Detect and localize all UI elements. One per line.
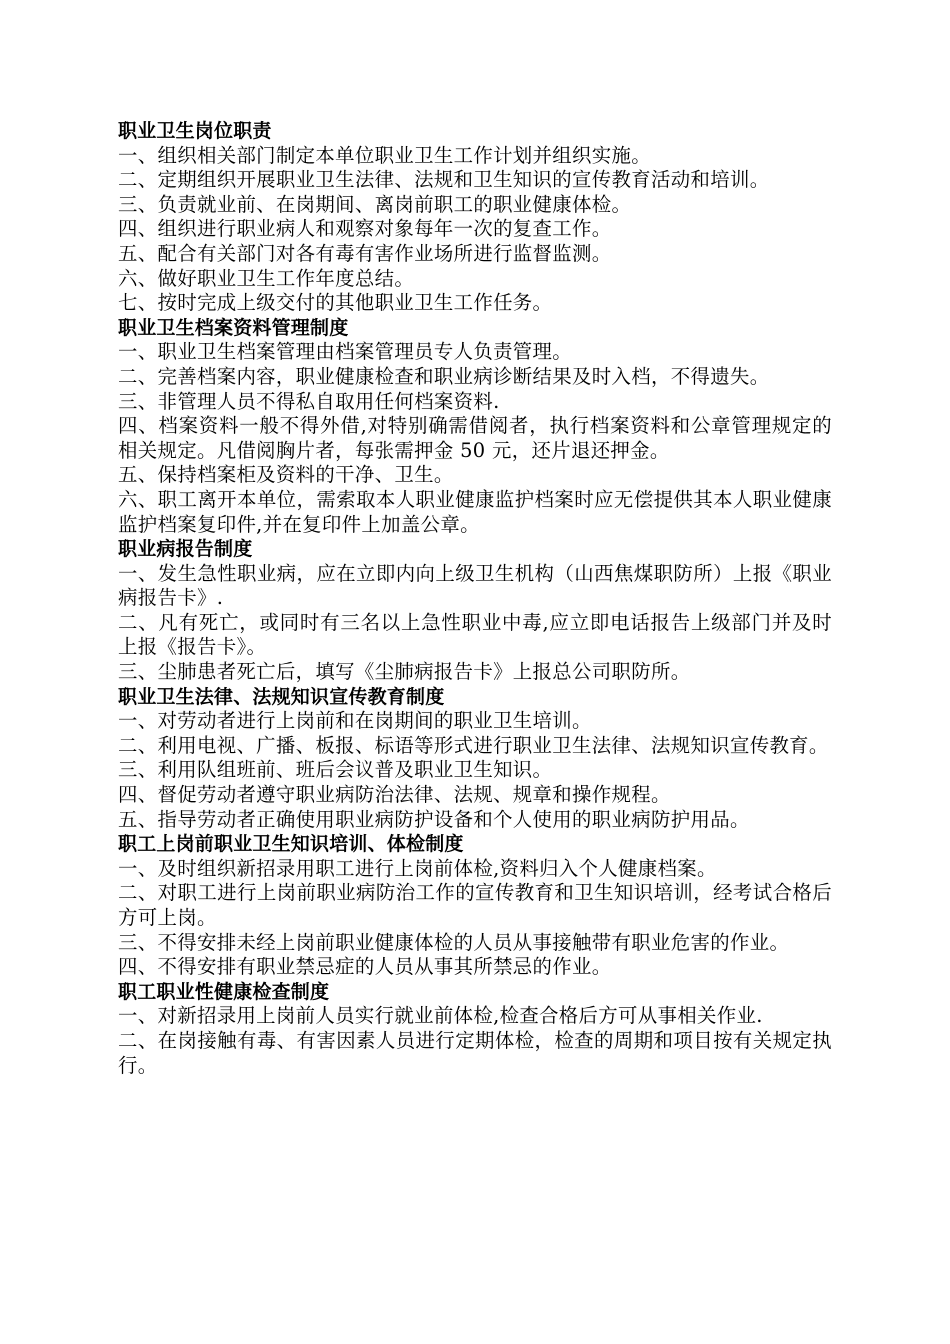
- list-item: 六、做好职业卫生工作年度总结。: [118, 266, 415, 290]
- list-item: 三、不得安排未经上岗前职业健康体检的人员从事接触带有职业危害的作业。: [118, 930, 790, 954]
- list-item: 六、职工离开本单位，需索取本人职业健康监护档案时应无偿提供其本人职业健康监护档案复印件,并在复印件上加盖公章。: [118, 487, 832, 536]
- section-title: 职工上岗前职业卫生知识培训、体检制度: [118, 833, 464, 856]
- list-item: 一、及时组织新招录用职工进行上岗前体检,资料归入个人健康档案。: [118, 856, 717, 880]
- list-item: 四、档案资料一般不得外借,对特别确需借阅者，执行档案资料和公章管理规定的相关规定。凡借阅胸片者，每张需押金 50 元，还片退还押金。: [118, 414, 832, 462]
- list-item: 二、定期组织开展职业卫生法律、法规和卫生知识的宣传教育活动和培训。: [118, 168, 770, 192]
- list-item: 四、督促劳动者遵守职业病防治法律、法规、规章和操作规程。: [118, 783, 671, 807]
- list-item: 二、利用电视、广播、板报、标语等形式进行职业卫生法律、法规知识宣传教育。: [118, 733, 829, 757]
- list-item: 五、保持档案柜及资料的干净、卫生。: [118, 463, 454, 487]
- list-item: 三、非管理人员不得私自取用任何档案资料.: [118, 389, 500, 413]
- list-item: 四、组织进行职业病人和观察对象每年一次的复查工作。: [118, 217, 612, 241]
- list-item: 二、对职工进行上岗前职业病防治工作的宣传教育和卫生知识培训，经考试合格后方可上岗。: [118, 881, 832, 929]
- section-health-examination: [118, 980, 832, 1078]
- section-pre-job-training: [118, 832, 832, 980]
- list-item: 三、负责就业前、在岗期间、离岗前职工的职业健康体检。: [118, 192, 632, 216]
- list-item: 五、指导劳动者正确使用职业病防护设备和个人使用的职业病防护用品。: [118, 807, 750, 831]
- list-item: 一、对新招录用上岗前人员实行就业前体检,检查合格后方可从事相关作业.: [118, 1004, 763, 1028]
- section-title: 职业卫生法律、法规知识宣传教育制度: [118, 685, 445, 708]
- section-title: 职工职业性健康检查制度: [118, 980, 330, 1003]
- list-item: 三、利用队组班前、班后会议普及职业卫生知识。: [118, 758, 553, 782]
- list-item: 二、在岗接触有毒、有害因素人员进行定期体检，检查的周期和项目按有关规定执行。: [118, 1028, 832, 1077]
- section-occupational-health-duties: [118, 119, 832, 316]
- section-law-education: [118, 685, 832, 833]
- list-item: 三、尘肺患者死亡后，填写《尘肺病报告卡》上报总公司职防所。: [118, 660, 691, 684]
- section-title: 职业卫生档案资料管理制度: [118, 316, 349, 339]
- section-title: 职业病报告制度: [118, 538, 253, 561]
- list-item: 七、按时完成上级交付的其他职业卫生工作任务。: [118, 291, 553, 315]
- section-title: 职业卫生岗位职责: [118, 120, 272, 142]
- list-item: 一、组织相关部门制定本单位职业卫生工作计划并组织实施。: [118, 143, 651, 167]
- list-item: 四、不得安排有职业禁忌症的人员从事其所禁忌的作业。: [118, 955, 612, 979]
- list-item: 一、职业卫生档案管理由档案管理员专人负责管理。: [118, 340, 573, 364]
- section-disease-reporting: [118, 537, 832, 685]
- document-page: [118, 119, 832, 1078]
- list-item: 二、完善档案内容，职业健康检查和职业病诊断结果及时入档，不得遗失。: [118, 364, 770, 388]
- list-item: 二、凡有死亡，或同时有三名以上急性职业中毒,应立即电话报告上级部门并及时上报《报告卡》。: [118, 610, 832, 659]
- list-item: 一、对劳动者进行上岗前和在岗期间的职业卫生培训。: [118, 709, 592, 733]
- list-item: 一、发生急性职业病，应在立即内向上级卫生机构（山西焦煤职防所）上报《职业病报告卡》.: [118, 561, 832, 610]
- list-item: 五、配合有关部门对各有毒有害作业场所进行监督监测。: [118, 241, 612, 265]
- section-archive-management: [118, 316, 832, 537]
